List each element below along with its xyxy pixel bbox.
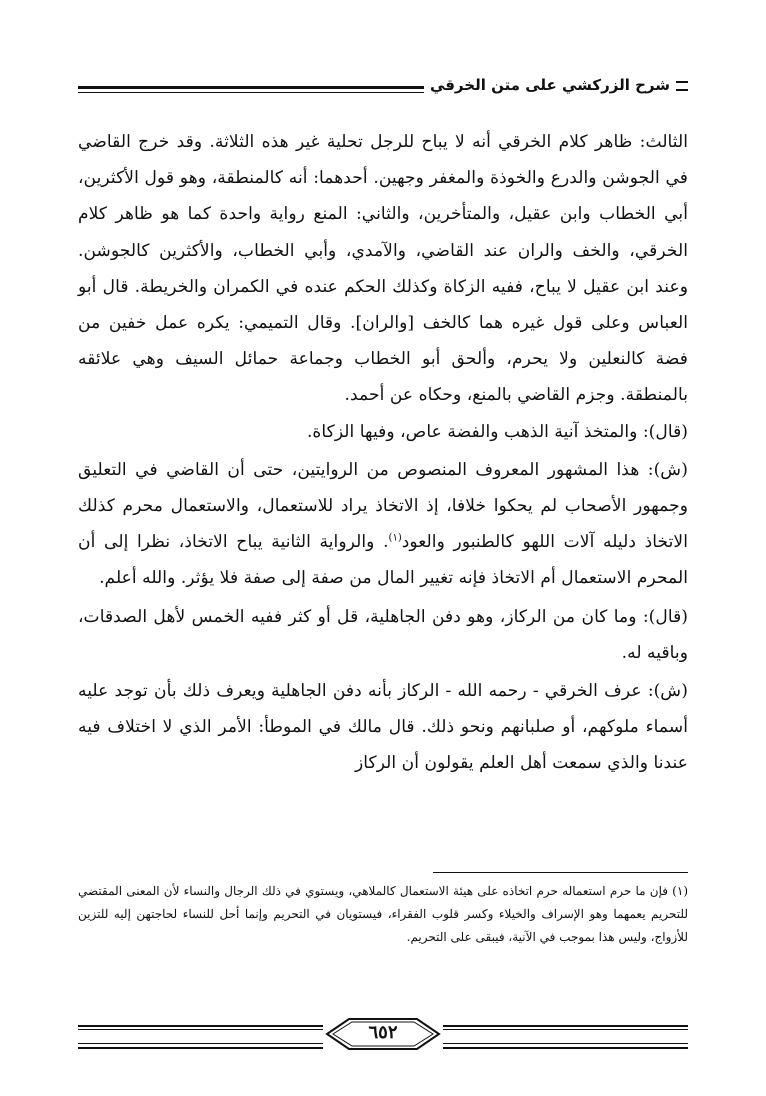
paragraph-5: (ش): عرف الخرقي - رحمه الله - الركاز بأنه دفن الجاهلية ويعرف ذلك بأن توجد عليه أسماء ملوكهم، أو صلبانهم ونحو ذلك. قال مالك في الموطأ: الأمر الذي لا اختلاف فيه عندنا والذي سمعت أهل العلم يقولون أن الركاز	[78, 681, 688, 774]
footnote-reference[interactable]: (١)	[388, 532, 402, 544]
footnote-separator	[433, 872, 688, 873]
page-number-frame	[323, 1017, 443, 1051]
footnote: (١) فإن ما حرم استعماله حرم اتخاذه على هيئة الاستعمال كالملاهي، ويستوي في ذلك الرجال والنساء لأن المعنى المقتضي للتحريم يعمهما وهو الإسراف والخيلاء وكسر قلوب الفقراء، فيستويان في التحريم وإنما أحل للنساء لحاجتهن إليه للتزين للأزواج، وليس هذا بموجب في الآنية، فيبقى على التحريم.	[78, 884, 688, 944]
paragraph-1: الثالث: ظاهر كلام الخرقي أنه لا يباح للرجل تحلية غير هذه الثلاثة. وقد خرج القاضي في الجوشن والدرع والخوذة والمغفر وجهين. أحدهما: أنه كالمنطقة، وهو قول الأكثرين، أبي الخطاب وابن عقيل، والمتأخرين، والثاني: المنع رواية واحدة كما هو ظاهر كلام الخرقي، والخف والران عند القاضي، والآمدي، وأبي الخطاب، والأكثرين كالجوشن. وعند ابن عقيل لا يباح، ففيه الزكاة وكذلك الحكم عنده في الكمران والخريطة. قال أبو العباس وعلى قول غيره هما كالخف [والران]. وقال التميمي: يكره عمل خفين من فضة كالنعلين ولا يحرم، وألحق أبو الخطاب وجماعة حمائل السيف وهي علائقه بالمنطقة. وجزم القاضي بالمنع، وحكاه عن أحمد.	[78, 132, 688, 406]
header-title-text: شرح الزركشي على متن الخرقي	[429, 76, 670, 94]
paragraph-3	[78, 452, 688, 597]
paragraph-4: (قال): وما كان من الركاز، وهو دفن الجاهلية، قل أو كثر ففيه الخمس لأهل الصدقات، وباقيه له.	[78, 606, 688, 663]
page-number: ٦٥٢	[368, 1022, 398, 1043]
main-text	[78, 124, 688, 782]
page-footer	[78, 1017, 688, 1051]
paragraph-2: (قال): والمتخذ آنية الذهب والفضة عاص، وفيها الزكاة.	[306, 421, 688, 442]
header-ornament-icon	[676, 81, 688, 91]
paragraph-3-tail: . والرواية الثانية يباح الاتخاذ، نظرا إلى أن المحرم الاستعمال أم الاتخاذ فإنه تغيير المال من صفة إلى صفة فلا يؤثر. والله أعلم.	[78, 532, 688, 589]
header-title	[424, 76, 688, 94]
paragraph-3-head: (ش): هذا المشهور المعروف المنصوص من الروايتين، حتى أن القاضي في التعليق وجمهور الأصحاب لم يحكوا خلافا، إذ الاتخاذ يراد للاستعمال، والاستعمال محرم كذلك الاتخاذ دليله آلات اللهو كالطنبور والعود	[78, 459, 688, 553]
header-rule	[78, 86, 452, 93]
running-header	[78, 76, 688, 98]
